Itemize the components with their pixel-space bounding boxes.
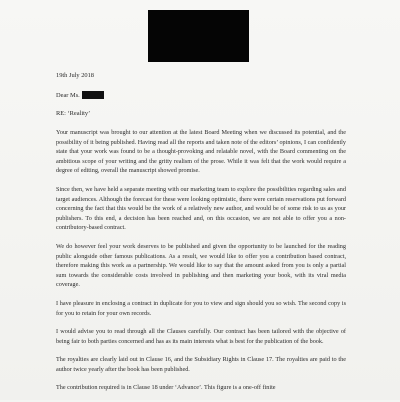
paragraph: I would advise you to read through all the Clauses carefully. Our contract has been tailored with the objective of being fair to both parties concerned and has as its main interests what is best for the publication of the book. bbox=[56, 328, 346, 345]
paragraph: The contribution required is in Clause 18 under ‘Advance’. This figure is a one-off finite bbox=[56, 384, 276, 392]
paragraph: We do however feel your work deserves to be published and given the opportunity to be launched for the reading public alongside other famous publications. As a result, we would like to offer you a contribution based contract, therefore making this work as a partnership. We would like to say that the amount asked from you is only a partial sum towards the considerable costs involved in publishing and then marketing your book, with its viral media coverage. bbox=[56, 242, 346, 289]
salutation bbox=[56, 91, 104, 99]
subject-line: RE: ‘Reality’ bbox=[56, 110, 91, 117]
salutation-prefix: Dear Ms. bbox=[56, 91, 80, 99]
paragraph: Since then, we have held a separate meeting with our marketing team to explore the possibilities regarding sales and target audiences. Although the forecast for these were looking optimistic, there were certain reservations put forward concerning the fact that this would be the work of a relatively new author, and would be of some risk to us as your publishers. To this end, a decision has been reached and, on this occasion, we are not able to offer you a non-contributory-based contract. bbox=[56, 185, 346, 232]
redacted-recipient-name bbox=[82, 91, 104, 99]
letter-body bbox=[56, 128, 346, 402]
letter-date: 19th July 2018 bbox=[56, 72, 94, 79]
paragraph: The royalties are clearly laid out in Clause 16, and the Subsidiary Rights in Clause 17. The royalties are paid to the author twice yearly after the book has been published. bbox=[56, 356, 346, 373]
redacted-letterhead-logo bbox=[148, 10, 249, 62]
paragraph: Your manuscript was brought to our attention at the latest Board Meeting when we discussed its potential, and the possibility of it being published. Having read all the reports and taken note of the editors’ opinions, I can confidently state that your work was found to be a thought-provoking and relatable novel, with the Board commenting on the ambitious scope of your writing and the gritty realism of the prose. While it was felt that the work would require a degree of editing, overall the manuscript showed promise. bbox=[56, 129, 346, 175]
paragraph: I have pleasure in enclosing a contract in duplicate for you to view and sign should you so wish. The second copy is for you to retain for your own records. bbox=[56, 299, 346, 317]
